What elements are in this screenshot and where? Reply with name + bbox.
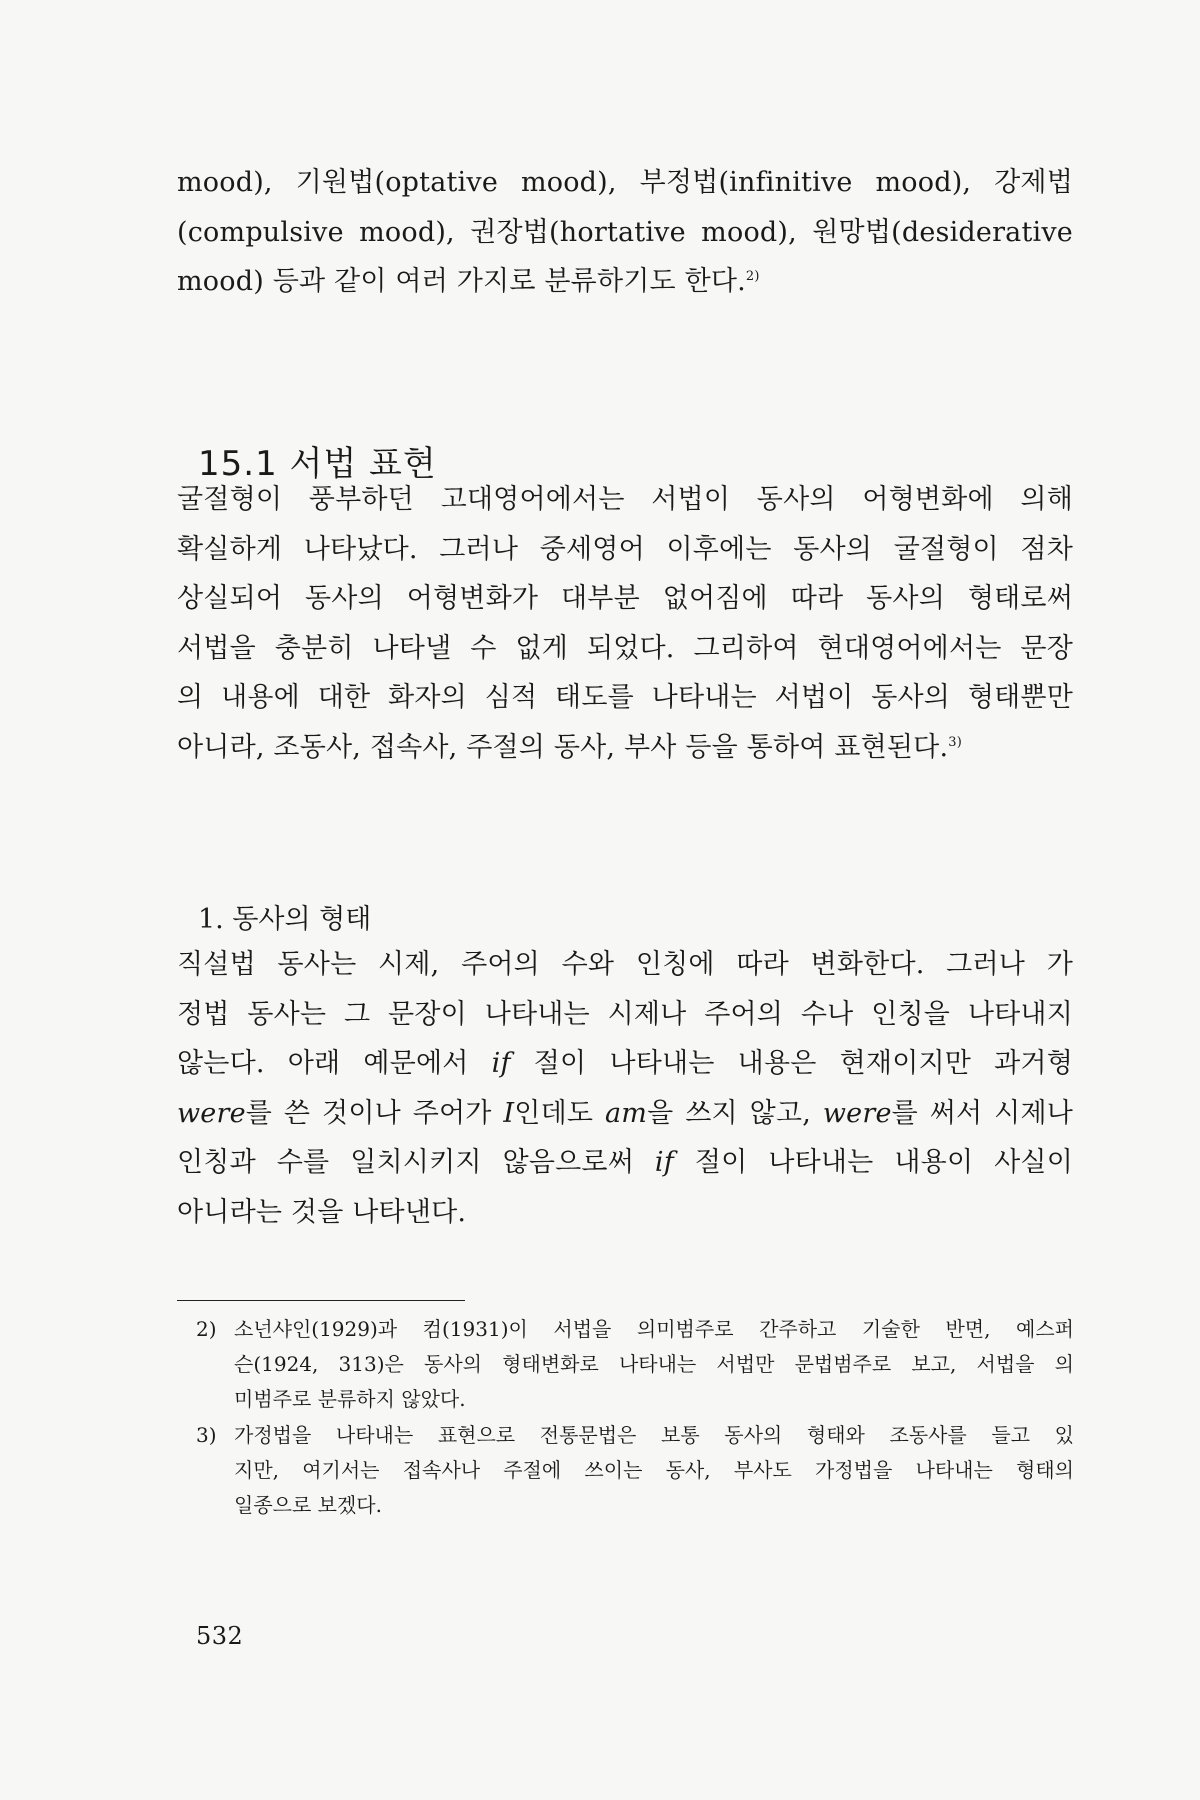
footnote-divider [177, 1300, 465, 1301]
text-line: 서법을 충분히 나타낼 수 없게 되었다. 그리하여 현대영어에서는 문장 [177, 632, 1073, 664]
italic-term: am [605, 1097, 648, 1129]
footnote-line: 슨(1924, 313)은 동사의 형태변화로 나타내는 서법만 문법범주로 보고, 서법을 의 [234, 1352, 1074, 1376]
text-line [177, 1089, 1073, 1139]
subsection-heading: 1. 동사의 형태 [198, 904, 372, 935]
page-number: 532 [196, 1622, 244, 1650]
text-line: 확실하게 나타났다. 그러나 중세영어 이후에는 동사의 굴절형이 점차 [177, 533, 1073, 565]
text-line: 정법 동사는 그 문장이 나타내는 시제나 주어의 수나 인칭을 나타내지 [177, 998, 1073, 1030]
text-segment: 를 쓴 것이나 주어가 [245, 1097, 504, 1129]
text-segment: 인데도 [514, 1097, 605, 1129]
text-line [177, 1138, 1073, 1188]
text-line: 직설법 동사는 시제, 주어의 수와 인칭에 따라 변화한다. 그러나 가 [177, 949, 1073, 980]
section-paragraph [177, 475, 1073, 772]
subsection-paragraph [177, 940, 1073, 1237]
footnote-ref[interactable]: 3) [948, 734, 962, 750]
text-segment: 절이 나타내는 내용이 사실이 [673, 1147, 1073, 1178]
italic-term: if [491, 1048, 511, 1079]
text-line [177, 723, 1073, 773]
text-line [177, 1039, 1073, 1089]
text-line: 아니라는 것을 나타낸다. [177, 1196, 467, 1228]
footnote-number: 3) [196, 1423, 217, 1447]
text-line: 상실되어 동사의 어형변화가 대부분 없어짐에 따라 동사의 형태로써 [177, 583, 1073, 614]
text-line-content: mood) 등과 같이 여러 가지로 분류하기도 한다. [177, 266, 746, 297]
footnote-line: 미범주로 분류하지 않았다. [234, 1387, 466, 1411]
text-line: 의 내용에 대한 화자의 심적 태도를 나타내는 서법이 동사의 형태뿐만 [177, 682, 1073, 713]
text-line-content: 아니라, 조동사, 접속사, 주절의 동사, 부사 등을 통하여 표현된다. [177, 731, 949, 763]
italic-term: were [822, 1097, 892, 1129]
italic-term: I [503, 1097, 515, 1129]
text-line: 굴절형이 풍부하던 고대영어에서는 서법이 동사의 어형변화에 의해 [177, 484, 1073, 515]
text-segment: 인칭과 수를 일치시키지 않음으로써 [177, 1147, 655, 1178]
text-segment: 를 써서 시제나 [891, 1097, 1074, 1129]
text-line: (compulsive mood), 권장법(hortative mood), 원망법(desiderative [177, 216, 1073, 248]
footnote-line: 소넌샤인(1929)과 컴(1931)이 서법을 의미범주로 간주하고 기술한 반면, 예스퍼 [234, 1317, 1074, 1341]
footnote-ref[interactable]: 2) [745, 269, 760, 284]
text-line [177, 257, 1073, 307]
footnote-number: 2) [196, 1317, 217, 1341]
footnote-line: 일종으로 보겠다. [234, 1493, 382, 1517]
italic-term: were [177, 1097, 246, 1129]
text-line: mood), 기원법(optative mood), 부정법(infinitive mood), 강제법 [177, 167, 1073, 198]
section-heading: 15.1 서법 표현 [198, 444, 437, 484]
italic-term: if [654, 1147, 674, 1178]
footnote-line: 지만, 여기서는 접속사나 주절에 쓰이는 동사, 부사도 가정법을 나타내는 형태의 [234, 1458, 1074, 1482]
text-segment: 절이 나타내는 내용은 현재이지만 과거형 [510, 1048, 1073, 1079]
footnotes [196, 1312, 1074, 1524]
intro-paragraph [177, 158, 1073, 307]
text-segment: 을 쓰지 않고, [647, 1097, 823, 1129]
footnote [196, 1418, 1074, 1523]
footnote [196, 1312, 1074, 1417]
footnote-line: 가정법을 나타내는 표현으로 전통문법은 보통 동사의 형태와 조동사를 들고 있 [234, 1423, 1074, 1447]
text-segment: 않는다. 아래 예문에서 [177, 1048, 492, 1079]
